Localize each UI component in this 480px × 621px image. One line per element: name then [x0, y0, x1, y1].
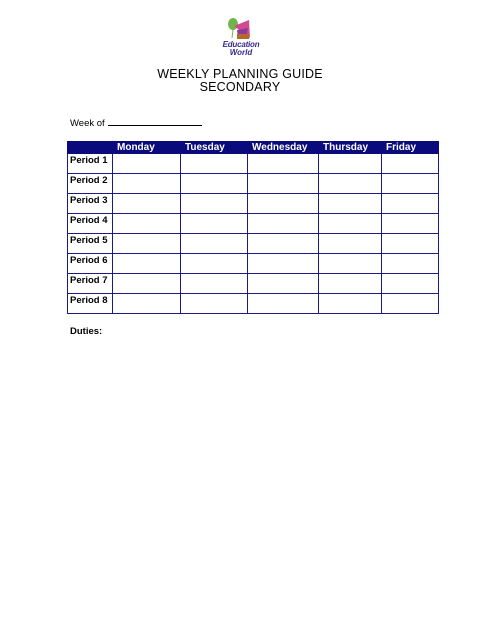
plan-cell[interactable] [181, 174, 248, 194]
header-day: Friday [382, 142, 439, 154]
planning-table [67, 141, 439, 314]
plan-cell[interactable] [113, 154, 181, 174]
period-label: Period 8 [68, 294, 113, 314]
page-title: WEEKLY PLANNING GUIDE [157, 67, 323, 81]
plan-cell[interactable] [181, 154, 248, 174]
plan-cell[interactable] [319, 234, 382, 254]
plan-cell[interactable] [382, 214, 439, 234]
plan-cell[interactable] [248, 294, 319, 314]
plan-cell[interactable] [113, 194, 181, 214]
plan-cell[interactable] [181, 234, 248, 254]
plan-cell[interactable] [248, 174, 319, 194]
plan-cell[interactable] [113, 294, 181, 314]
plan-cell[interactable] [113, 254, 181, 274]
plan-cell[interactable] [113, 234, 181, 254]
plan-cell[interactable] [181, 194, 248, 214]
week-of-field [70, 116, 202, 129]
table-row [68, 214, 439, 234]
plan-cell[interactable] [248, 194, 319, 214]
period-label: Period 1 [68, 154, 113, 174]
period-label: Period 7 [68, 274, 113, 294]
plan-cell[interactable] [248, 154, 319, 174]
header-day: Wednesday [248, 142, 319, 154]
plan-cell[interactable] [248, 214, 319, 234]
period-label: Period 4 [68, 214, 113, 234]
plan-cell[interactable] [181, 274, 248, 294]
period-label: Period 6 [68, 254, 113, 274]
plan-cell[interactable] [113, 214, 181, 234]
period-label: Period 3 [68, 194, 113, 214]
header-day: Monday [113, 142, 181, 154]
page-subtitle: SECONDARY [199, 80, 281, 94]
logo-text-line1: Education [222, 40, 260, 49]
table-header-row [68, 142, 439, 154]
table-row [68, 274, 439, 294]
table-row [68, 234, 439, 254]
duties-label: Duties: [70, 326, 103, 337]
plan-cell[interactable] [382, 274, 439, 294]
plan-cell[interactable] [319, 294, 382, 314]
plan-cell[interactable] [113, 174, 181, 194]
table-row [68, 254, 439, 274]
plan-cell[interactable] [319, 154, 382, 174]
table-row [68, 194, 439, 214]
header-day: Tuesday [181, 142, 248, 154]
plan-cell[interactable] [319, 214, 382, 234]
plan-cell[interactable] [382, 254, 439, 274]
plan-cell[interactable] [181, 214, 248, 234]
plan-cell[interactable] [382, 174, 439, 194]
header-blank-cell [68, 142, 113, 154]
plan-cell[interactable] [248, 254, 319, 274]
plan-cell[interactable] [382, 294, 439, 314]
plan-cell[interactable] [319, 254, 382, 274]
plan-cell[interactable] [382, 154, 439, 174]
week-of-label: Week of [70, 118, 105, 129]
header-day: Thursday [319, 142, 382, 154]
week-of-blank-line[interactable] [108, 116, 202, 126]
education-world-logo [213, 16, 269, 62]
plan-cell[interactable] [319, 174, 382, 194]
table-row [68, 294, 439, 314]
plan-cell[interactable] [319, 274, 382, 294]
table-row [68, 154, 439, 174]
period-label: Period 2 [68, 174, 113, 194]
plan-cell[interactable] [382, 234, 439, 254]
plan-cell[interactable] [181, 254, 248, 274]
plan-cell[interactable] [319, 194, 382, 214]
period-label: Period 5 [68, 234, 113, 254]
plan-cell[interactable] [113, 274, 181, 294]
plan-cell[interactable] [382, 194, 439, 214]
plan-cell[interactable] [181, 294, 248, 314]
logo-text-line2: World [229, 48, 253, 57]
plan-cell[interactable] [248, 274, 319, 294]
table-row [68, 174, 439, 194]
plan-cell[interactable] [248, 234, 319, 254]
